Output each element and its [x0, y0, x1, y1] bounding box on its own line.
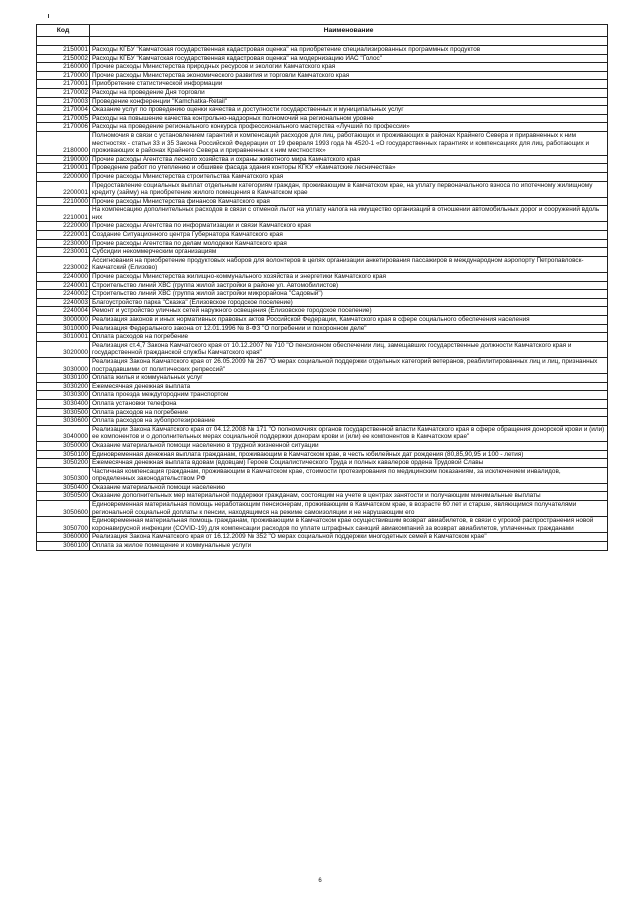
table-row — [37, 231, 608, 240]
row-code: 2190000 — [37, 155, 90, 164]
row-code: 2170001 — [37, 80, 90, 89]
row-code: 2220001 — [37, 231, 90, 240]
table-row — [37, 63, 608, 72]
table-row — [37, 517, 608, 533]
row-code: 2160000 — [37, 63, 90, 72]
row-code: 2170002 — [37, 88, 90, 97]
table-row — [37, 54, 608, 63]
table-row — [37, 164, 608, 173]
row-name: Проведение работ по утеплению и обшивке фасада здания конторы КГКУ «Камчатские лесничества» — [90, 164, 608, 173]
row-code: 3020000 — [37, 341, 90, 357]
row-name: Ежемесячная денежная выплата вдовам (вдовцам) Героев Социалистического Труда и полных кавалеров ордена Трудовой Славы — [90, 459, 608, 468]
row-name: Реализация Закона Камчатского края от 26.05.2009 № 267 "О мерах социальной поддержки отдельных категорий ветеранов, реабилитированных лиц и лиц, признанных пострадавшими от политических репрессий" — [90, 357, 608, 373]
table-row — [37, 197, 608, 206]
row-code: 3000000 — [37, 316, 90, 325]
table-row — [37, 239, 608, 248]
budget-codes-table — [36, 24, 608, 551]
row-code: 3050200 — [37, 459, 90, 468]
table-row — [37, 88, 608, 97]
table-row — [37, 123, 608, 132]
row-code: 3010000 — [37, 324, 90, 333]
scan-mark — [48, 14, 49, 18]
row-code: 3030100 — [37, 374, 90, 383]
row-name: Строительство линий ХВС (группа жилой застройки микрорайона "Садовый") — [90, 290, 608, 299]
row-code: 2190001 — [37, 164, 90, 173]
row-code: 3050500 — [37, 492, 90, 501]
table-row — [37, 172, 608, 181]
row-code: 3050700 — [37, 517, 90, 533]
table-row — [37, 542, 608, 551]
row-name: Расходы на проведение регионального конкурса профессионального мастерства «Лучший по профессии» — [90, 123, 608, 132]
row-code: 2170004 — [37, 106, 90, 115]
row-code: 2240003 — [37, 298, 90, 307]
table-row — [37, 273, 608, 282]
row-name: Благоустройство парка "Сказка" (Елизовское городское поселение) — [90, 298, 608, 307]
row-code: 3050000 — [37, 441, 90, 450]
table-row — [37, 391, 608, 400]
row-name: Оказание материальной помощи населению — [90, 483, 608, 492]
table-row — [37, 248, 608, 257]
table-row — [37, 425, 608, 441]
row-name: Расходы на проведение Дня торговли — [90, 88, 608, 97]
table-row — [37, 106, 608, 115]
table-row — [37, 374, 608, 383]
row-name: Реализация Закона Камчатского края от 16.12.2009 № 352 "О мерах социальной поддержки многодетных семей в Камчатском крае" — [90, 533, 608, 542]
row-name: Единовременная материальная помощь гражданам, проживающим в Камчатском крае осуществившим возврат авиабилетов, в связи с угрозой распространения новой коронавирусной инфекции (COVID-19) для компенсации расходов по уплате штрафных санкций авиакомпаний за возврат авиабилетов, уплаченных гражданами — [90, 517, 608, 533]
table-row — [37, 298, 608, 307]
row-name: Проведение конференции "Kamchatka-Retail" — [90, 97, 608, 106]
row-code: 3030300 — [37, 391, 90, 400]
row-code: 3030500 — [37, 408, 90, 417]
table-header-row — [37, 25, 608, 37]
row-code: 2150002 — [37, 54, 90, 63]
row-name: Оплата за жилое помещение и коммунальные услуги — [90, 542, 608, 551]
row-name: Предоставление социальных выплат отдельным категориям граждан, проживающим в Камчатском крае, на уплату первоначального взноса по ипотечному жилищному кредиту (займу) на приобретение жилого помещения в Камчатском крае — [90, 181, 608, 197]
row-name: Создание Ситуационного центра Губернатора Камчатского края — [90, 231, 608, 240]
row-name: Ежемесячная денежная выплата — [90, 382, 608, 391]
table-row — [37, 281, 608, 290]
row-name: Оплата расходов на погребение — [90, 408, 608, 417]
table-row — [37, 408, 608, 417]
row-code: 3050300 — [37, 467, 90, 483]
header-name: Наименование — [90, 25, 608, 37]
row-code: 2200001 — [37, 181, 90, 197]
row-name: Ремонт и устройство уличных сетей наружного освещения (Елизовское городское поселение) — [90, 307, 608, 316]
table-row — [37, 492, 608, 501]
table-row — [37, 483, 608, 492]
row-code: 2230001 — [37, 248, 90, 257]
row-name: Реализации Закона Камчатского края от 04.12.2008 № 171 "О полномочиях органов государственной власти Камчатского края в сфере обращения донорской крови и (или) ее компонентов и о дополнительных мерах социальной поддержки донорам крови и (или) ее компонентов в Камчатском крае" — [90, 425, 608, 441]
row-name: Оплата расходов на зубопротезирование — [90, 417, 608, 426]
row-name: Расходы КГБУ "Камчатская государственная кадастровая оценка" на модернизацию ИАС "Голос" — [90, 54, 608, 63]
row-name: Прочие расходы Агентства по делам молодежи Камчатского края — [90, 239, 608, 248]
blank-cell — [90, 37, 608, 46]
table-row — [37, 399, 608, 408]
row-name: Приобретение статистической информации — [90, 80, 608, 89]
row-code: 2220000 — [37, 222, 90, 231]
row-code: 3030000 — [37, 357, 90, 373]
table-row — [37, 450, 608, 459]
row-code: 2210001 — [37, 206, 90, 222]
table-row — [37, 256, 608, 272]
row-code: 2210000 — [37, 197, 90, 206]
blank-cell — [37, 37, 90, 46]
row-name: Прочие расходы Министерства жилищно-коммунального хозяйства и энергетики Камчатского края — [90, 273, 608, 282]
row-name: Оплата жилья и коммунальных услуг — [90, 374, 608, 383]
row-code: 3030600 — [37, 417, 90, 426]
row-name: Прочие расходы Агентства лесного хозяйства и охраны животного мира Камчатского края — [90, 155, 608, 164]
row-name: Прочие расходы Министерства экономического развития и торговли Камчатского края — [90, 71, 608, 80]
row-code: 3030200 — [37, 382, 90, 391]
row-name: Оплата проезда междугородним транспортом — [90, 391, 608, 400]
row-code: 2240002 — [37, 290, 90, 299]
table-row — [37, 222, 608, 231]
row-name: Оказание дополнительных мер материальной поддержки гражданам, состоящим на учете в центрах занятости и получающим минимальные выплаты — [90, 492, 608, 501]
row-code: 3060000 — [37, 533, 90, 542]
row-name: Прочие расходы Министерства финансов Камчатского края — [90, 197, 608, 206]
table-row — [37, 417, 608, 426]
row-name: Ассигнования на приобретение продуктовых наборов для волонтеров в целях организации анкетирования пассажиров в международном аэропорту Петропавловск-Камчатский (Елизово) — [90, 256, 608, 272]
row-name: Расходы на повышение качества контрольно-надзорных полномочий на региональном уровне — [90, 114, 608, 123]
row-name: Расходы КГБУ "Камчатская государственная кадастровая оценка" на приобретение специализированных программных продуктов — [90, 46, 608, 55]
table-row — [37, 80, 608, 89]
row-code: 2170006 — [37, 123, 90, 132]
header-code: Код — [37, 25, 90, 37]
row-name: Полномочия в связи с установлением гарантий и компенсаций расходов для лиц, работающих и проживающих в районах Крайнего Севера и приравненных к ним местностях - статьи 33 и 35 Закона Российской Федерации от 19 февраля 1993 года № 4520-1 «О государственных гарантиях и компенсациях для лиц, работающих и проживающих в районах Крайнего Севера и приравненных к ним местностях» — [90, 131, 608, 155]
table-row — [37, 324, 608, 333]
table-row — [37, 46, 608, 55]
row-code: 3040000 — [37, 425, 90, 441]
row-name: Оказание услуг по проведению оценки качества и доступности государственных и муниципальных услуг — [90, 106, 608, 115]
table-row — [37, 459, 608, 468]
row-code: 3030400 — [37, 399, 90, 408]
table-row — [37, 441, 608, 450]
row-name: Оплата установки телефона — [90, 399, 608, 408]
table-row — [37, 357, 608, 373]
row-name: Частичная компенсация гражданам, проживающим в Камчатском крае, стоимости протезирования по медицинским показаниям, за исключением инвалидов, определенных законодательством РФ — [90, 467, 608, 483]
table-row — [37, 501, 608, 517]
table-row — [37, 97, 608, 106]
row-name: Реализация ст.4,7 Закона Камчатского края от 10.12.2007 № 710 "О пенсионном обеспечении лиц, замещавших государственные должности Камчатского края и государственной гражданской службы Камчатского края" — [90, 341, 608, 357]
row-code: 2230002 — [37, 256, 90, 272]
row-code: 3050600 — [37, 501, 90, 517]
row-code: 2200000 — [37, 172, 90, 181]
row-name: Единовременная денежная выплата гражданам, проживающим в Камчатском крае, в честь юбилейных дат рождения (80,85,90,95 и 100 - летия) — [90, 450, 608, 459]
row-name: Реализация Федерального закона от 12.01.1996 № 8-ФЗ "О погребении и похоронном деле" — [90, 324, 608, 333]
row-name: Субсидии некоммерческим организациям — [90, 248, 608, 257]
row-name: Прочие расходы Агентства по информатизации и связи Камчатского края — [90, 222, 608, 231]
table-row — [37, 341, 608, 357]
row-code: 3050400 — [37, 483, 90, 492]
row-code: 2180000 — [37, 131, 90, 155]
row-code: 2150001 — [37, 46, 90, 55]
row-code: 2240004 — [37, 307, 90, 316]
row-name: На компенсацию дополнительных расходов в связи с отменой льгот на уплату налога на имущество организаций в отношении автомобильных дорог и сооружений вдоль них — [90, 206, 608, 222]
row-name: Прочие расходы Министерства строительства Камчатского края — [90, 172, 608, 181]
row-name: Оплата расходов на погребение — [90, 333, 608, 342]
table-row — [37, 333, 608, 342]
row-code: 2170005 — [37, 114, 90, 123]
table-row — [37, 467, 608, 483]
table-row — [37, 290, 608, 299]
table-row — [37, 114, 608, 123]
table-row — [37, 316, 608, 325]
row-code: 2240001 — [37, 281, 90, 290]
table-row — [37, 206, 608, 222]
row-name: Прочие расходы Министерства природных ресурсов и экологии Камчатского края — [90, 63, 608, 72]
table-row — [37, 155, 608, 164]
table-row — [37, 382, 608, 391]
row-code: 2240000 — [37, 273, 90, 282]
row-code: 2170003 — [37, 97, 90, 106]
row-name: Единовременная материальная помощь неработающим пенсионерам, проживающим в Камчатском крае, в возрасте 60 лет и старше, являющимся получателями региональной социальной доплаты к пенсии, находящимся на режиме самоизоляции и не нарушающим его — [90, 501, 608, 517]
row-name: Строительство линий ХВС (группа жилой застройки в районе ул. Автомобилистов) — [90, 281, 608, 290]
table-row — [37, 307, 608, 316]
row-name: Реализация законов и иных нормативных правовых актов Российской Федерации, Камчатского края в сфере социального обеспечения населения — [90, 316, 608, 325]
row-code: 3010001 — [37, 333, 90, 342]
table-row — [37, 71, 608, 80]
table-body — [37, 25, 608, 551]
row-code: 2170000 — [37, 71, 90, 80]
blank-row — [37, 37, 608, 46]
row-code: 3050100 — [37, 450, 90, 459]
page-number: 6 — [318, 878, 322, 884]
row-code: 3060100 — [37, 542, 90, 551]
table-row — [37, 533, 608, 542]
row-code: 2230000 — [37, 239, 90, 248]
row-name: Оказание материальной помощи населению в трудной жизненной ситуации — [90, 441, 608, 450]
table-row — [37, 131, 608, 155]
table-row — [37, 181, 608, 197]
